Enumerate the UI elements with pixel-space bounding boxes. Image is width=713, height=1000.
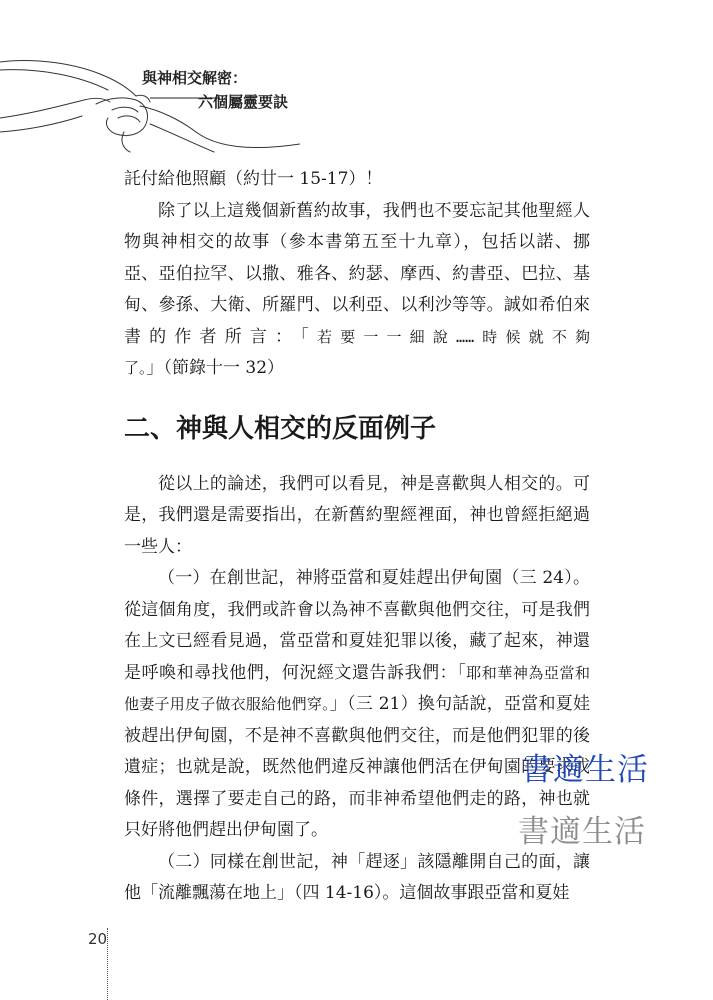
- running-head-title: 與神相交解密：: [142, 69, 248, 87]
- running-head-subtitle: 六個屬靈要訣: [198, 93, 289, 111]
- paragraph-4-continuation: 」（三 21）換句話說，亞當和夏娃被趕出伊甸園，不是神不喜歡與他們交往，而是他們犯罪的後遺症；也就是說，既然他們違反神讓他們活在伊甸園的要求或條件，選擇了要走自己的路，而非神希望他們走的路，神也就只好將他們趕出伊甸園了。: [124, 694, 590, 840]
- paragraph-2-quote: 若要一一細說……時候就不夠了。: [124, 327, 590, 377]
- footer-dotted-line: [107, 928, 108, 1000]
- running-head: [142, 66, 288, 114]
- paragraph-4: [124, 563, 590, 847]
- page-number: 20: [88, 930, 108, 948]
- paragraph-2-citation: 」（節錄十一 32）: [146, 358, 285, 378]
- page-body: [124, 164, 590, 910]
- section-title: 二、神與人相交的反面例子: [124, 413, 437, 444]
- paragraph-2-text: 除了以上這幾個新舊約故事，我們也不要忘記其他聖經人物與神相交的故事（參本書第五至十九章），包括以諾、挪亞、亞伯拉罕、以撒、雅各、約瑟、摩西、約書亞、巴拉、基甸、參孫、大衛、所羅門、以利亞、以利沙等等。誠如希伯來書的作者所言：「: [124, 200, 590, 347]
- paragraph-3: 從以上的論述，我們可以看見，神是喜歡與人相交的。可是，我們還是需要指出，在新舊約聖經裡面，神也曾經拒絕過一些人：: [124, 473, 590, 557]
- paragraph-2: [124, 196, 590, 385]
- paragraph-5: （二）同樣在創世記，神「趕逐」該隱離開自己的面，讓他「流離飄蕩在地上」（四 14-16）。這個故事跟亞當和夏娃: [124, 851, 590, 903]
- paragraph-1: 託付給他照顧（約廿一 15-17）！: [124, 169, 383, 189]
- watermark-blue: 書適生活: [521, 752, 649, 788]
- watermark-gray: 書適生活: [518, 814, 646, 850]
- paragraph-4-quote: 耶和華神為亞當和他妻子用皮子做衣服給他們穿。: [124, 663, 590, 713]
- paragraph-4-text: （一）在創世記，神將亞當和夏娃趕出伊甸園（三 24）。從這個角度，我們或許會以為神不喜歡與他們交往，可是我們在上文已經看見過，當亞當和夏娃犯罪以後，藏了起來，神還是呼喚和尋找他們，何況經文還告訴我們：「: [124, 568, 590, 683]
